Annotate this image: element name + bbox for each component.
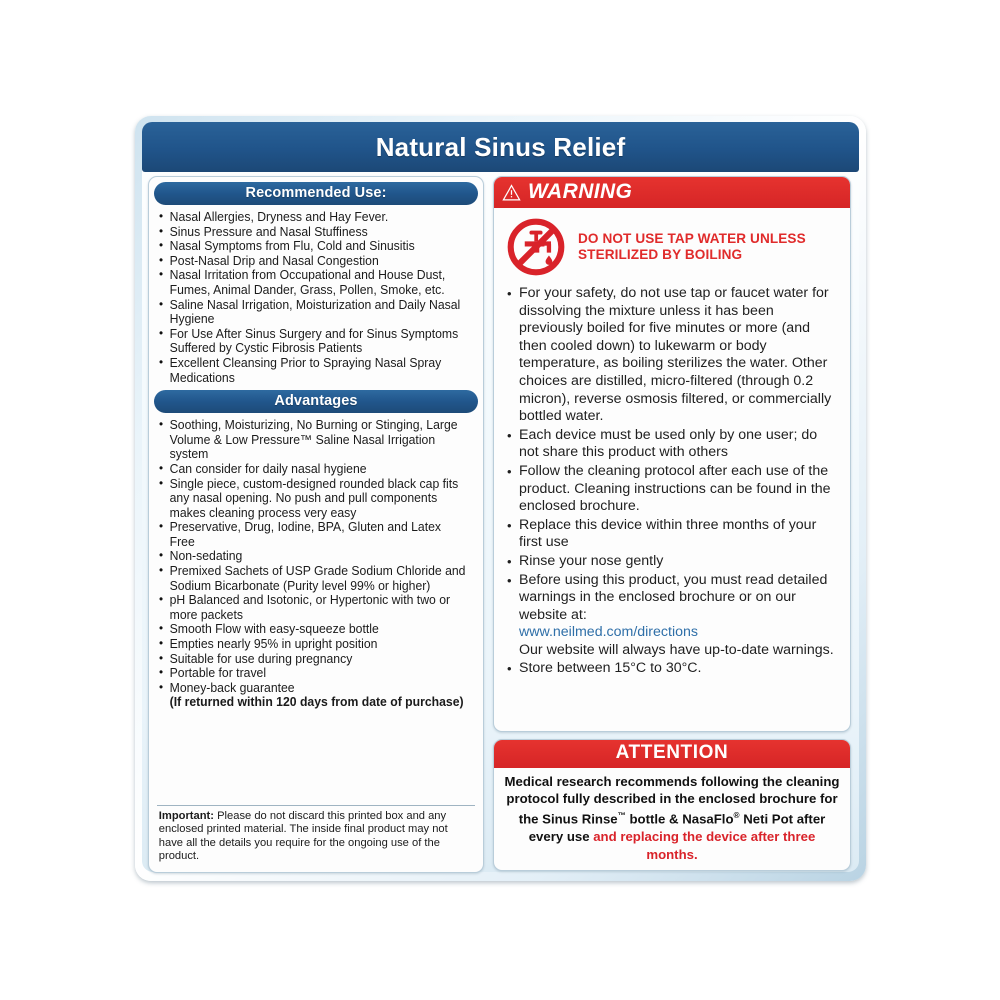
important-note: [149, 810, 476, 872]
list-item: • Soothing, Moisturizing, No Burning or Stinging, Large Volume & Low Pressure™ Saline Nasal Irrigation system: [158, 418, 467, 462]
list-item: • Saline Nasal Irrigation, Moisturization and Daily Nasal Hygiene: [158, 298, 467, 327]
left-column: [148, 176, 484, 871]
no-tap-water-icon: [506, 217, 566, 277]
warning-list: [494, 285, 850, 679]
list-item: • Preservative, Drug, Iodine, BPA, Gluten and Latex Free: [158, 520, 467, 549]
list-item-money-back: [158, 681, 467, 710]
list-item: • Non-sedating: [158, 549, 467, 564]
no-tap-water-text: DO NOT USE TAP WATER UNLESS STERILIZED BY BOILING: [578, 230, 806, 262]
website-link[interactable]: www.neilmed.com/directions: [519, 624, 698, 641]
list-item: • pH Balanced and Isotonic, or Hypertonic with two or more packets: [158, 593, 467, 622]
recommended-use-heading: Recommended Use:: [154, 182, 478, 205]
list-item: • Nasal Symptoms from Flu, Cold and Sinusitis: [158, 239, 467, 254]
warning-panel: [493, 176, 851, 732]
list-item: • Store between 15°C to 30°C.: [506, 660, 840, 678]
list-item: • Rinse your nose gently: [506, 553, 840, 571]
no-tap-water-block: [494, 208, 850, 283]
list-item: • Sinus Pressure and Nasal Stuffiness: [158, 225, 467, 240]
list-item: • Premixed Sachets of USP Grade Sodium Chloride and Sodium Bicarbonate (Purity level 99% or higher): [158, 564, 467, 593]
warning-triangle-icon: [502, 184, 521, 201]
list-item: • Excellent Cleansing Prior to Spraying Nasal Spray Medications: [158, 356, 467, 385]
website-lead-text: Before using this product, you must read detailed warnings in the enclosed brochure or on our website at:: [519, 571, 828, 623]
important-text: Please do not discard this printed box and any enclosed printed material. The inside final product may not have all the details you require for the ongoing use of the product.: [158, 809, 448, 863]
attention-heading: ATTENTION: [494, 740, 850, 768]
advantages-list: [149, 418, 483, 710]
divider: [157, 805, 475, 806]
attention-red-text: and replacing the device after three months.: [593, 829, 816, 862]
important-label: Important:: [158, 809, 215, 822]
warning-heading: WARNING: [528, 180, 633, 203]
list-item: • Suitable for use during pregnancy: [158, 652, 467, 667]
list-item: • For Use After Sinus Surgery and for Sinus Symptoms Suffered by Cystic Fibrosis Patients: [158, 327, 467, 356]
list-item: • Replace this device within three months of your first use: [506, 517, 840, 552]
list-item: • Empties nearly 95% in upright position: [158, 637, 467, 652]
list-item: • Nasal Allergies, Dryness and Hay Fever.: [158, 210, 467, 225]
warning-header: [494, 177, 850, 208]
list-item: • For your safety, do not use tap or faucet water for dissolving the mixture unless it has been previously boiled for five minutes or more (and then cooled down) to lukewarm or body temperature, as boiling sterilizes the water. Other choices are distilled, micro-filtered (through 0.2 micron), reverse osmosis filtered, or commercially bottled water.: [506, 285, 840, 426]
attention-line-3: Neti Pot after every use: [528, 811, 826, 845]
left-panel: [148, 176, 484, 873]
carton-outer: [135, 116, 866, 881]
column-gutter: [484, 176, 493, 871]
list-item: • Smooth Flow with easy-squeeze bottle: [158, 622, 467, 637]
list-item: • Portable for travel: [158, 666, 467, 681]
page-title: Natural Sinus Relief: [375, 131, 626, 162]
content-columns: [142, 176, 859, 871]
advantages-heading: Advantages: [154, 390, 478, 413]
list-item-website: [506, 572, 840, 660]
trademark-symbol: ™: [617, 811, 626, 821]
attention-line-2: bottle & NasaFlo: [625, 811, 734, 827]
website-tail-text: Our website will always have up-to-date warnings.: [519, 641, 834, 658]
product-title-bar: [142, 122, 859, 172]
right-column: [493, 176, 851, 871]
list-item: • Each device must be used only by one user; do not share this product with others: [506, 427, 840, 462]
list-item: • Nasal Irritation from Occupational and House Dust, Fumes, Animal Dander, Grass, Pollen, Smoke, etc.: [158, 268, 467, 297]
registered-symbol: ®: [733, 811, 740, 821]
attention-body: [494, 768, 850, 870]
attention-panel: [493, 739, 851, 871]
list-item: • Post-Nasal Drip and Nasal Congestion: [158, 254, 467, 269]
recommended-use-list: [149, 210, 483, 385]
attention-line-1: Medical research recommends following the cleaning protocol fully described in the enclosed brochure for the Sinus Rinse: [504, 773, 840, 827]
money-back-note: (If returned within 120 days from date of purchase): [169, 695, 464, 710]
list-item: • Single piece, custom-designed rounded black cap fits any nasal opening. No push and pull components makes cleaning process very easy: [158, 477, 467, 521]
money-back-label: Money-back guarantee: [169, 680, 295, 695]
list-item: • Follow the cleaning protocol after each use of the product. Cleaning instructions can be found in the enclosed brochure.: [506, 463, 840, 516]
list-item: • Can consider for daily nasal hygiene: [158, 462, 467, 477]
